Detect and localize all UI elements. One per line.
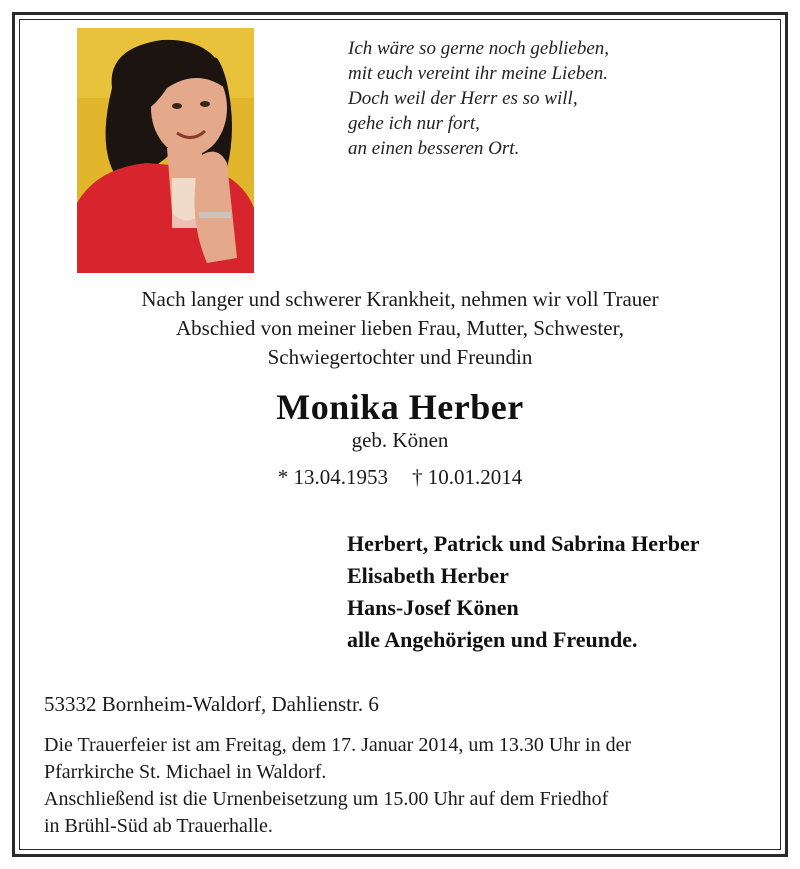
ceremony-line: Die Trauerfeier ist am Freitag, dem 17. Januar 2014, um 13.30 Uhr in der [44,734,632,756]
intro-line: Nach langer und schwerer Krankheit, nehmen wir voll Trauer [141,287,659,311]
deceased-name: Monika Herber [276,387,524,427]
ceremony-line: Anschließend ist die Urnenbeisetzung um 15.00 Uhr auf dem Friedhof [44,788,609,810]
portrait-photo [77,28,254,273]
maiden-name: geb. Könen [351,428,449,452]
portrait-illustration [77,28,254,273]
birth-date: * 13.04.1953 [277,465,388,489]
intro-text [40,285,760,372]
intro-line: Abschied von meiner lieben Frau, Mutter, Schwester, [176,316,624,340]
mourner-line: alle Angehörigen und Freunde. [347,627,638,652]
mourners-list [347,528,700,656]
poem-line: Ich wäre so gerne noch geblieben, [348,38,609,59]
mourner-line: Elisabeth Herber [347,563,509,588]
poem [348,36,748,161]
poem-line: Doch weil der Herr es so will, [348,88,578,109]
ceremony-line: in Brühl-Süd ab Trauerhalle. [44,815,273,837]
address: 53332 Bornheim-Waldorf, Dahlienstr. 6 [44,692,379,716]
intro-line: Schwiegertochter und Freundin [267,345,533,369]
life-dates [0,465,800,490]
death-date: † 10.01.2014 [412,465,523,489]
poem-line: gehe ich nur fort, [348,113,480,134]
ceremony-line: Pfarrkirche St. Michael in Waldorf. [44,761,327,783]
mourner-line: Hans-Josef Könen [347,595,519,620]
ceremony-details [44,732,764,840]
poem-line: mit euch vereint ihr meine Lieben. [348,63,608,84]
mourner-line: Herbert, Patrick und Sabrina Herber [347,531,700,556]
poem-line: an einen besseren Ort. [348,138,520,159]
